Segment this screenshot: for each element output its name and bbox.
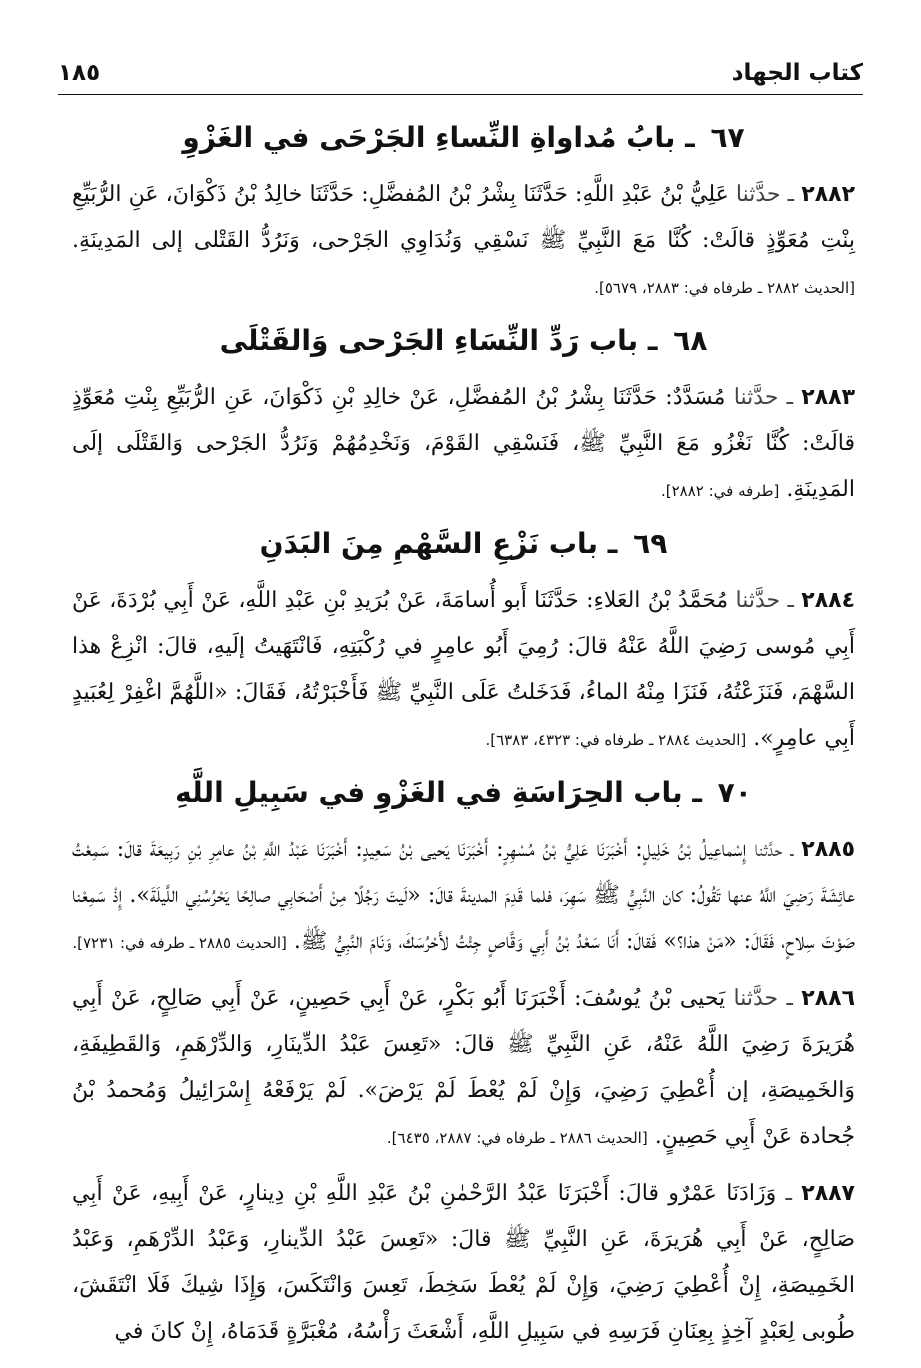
hadith-number: ٢٨٨٥	[801, 837, 855, 862]
hadith-number: ٢٨٨٦	[801, 986, 856, 1011]
chapter-heading	[72, 118, 855, 158]
hadith-prefix: ـ حدَّثنا	[733, 385, 794, 410]
chapter-heading	[72, 321, 855, 361]
hadith-paragraph	[72, 827, 855, 966]
chapter-title: ـ باب الحِرَاسَةِ في الغَزْوِ في سَبِيلِ اللَّهِ	[175, 776, 702, 809]
chapter-title: ـ بابُ مُداواةِ النِّساءِ الجَرْحَى في الغَزْوِ	[182, 121, 695, 154]
chapter-title: ـ باب نَزْعِ السَّهْمِ مِنَ البَدَنِ	[259, 527, 618, 560]
hadith-prefix: ـ	[785, 1181, 792, 1206]
chapter-number: ٧٠	[717, 776, 752, 809]
chapter-heading	[72, 773, 855, 813]
hadith-reference: [الحديث ٢٨٨٤ ـ طرفاه في: ٤٣٢٣، ٦٣٨٣].	[485, 731, 747, 749]
chapter-number: ٦٧	[710, 121, 745, 154]
hadith-paragraph	[72, 375, 855, 514]
hadith-prefix: ـ حدَّثنا	[735, 182, 795, 207]
hadith-paragraph	[72, 172, 855, 311]
hadith-reference: [الحديث ٢٨٨٢ ـ طرفاه في: ٢٨٨٣، ٥٦٧٩].	[594, 279, 855, 297]
hadith-text: مُحَمَّدُ بْنُ العَلاءِ: حَدَّثَنَا أَبو أُسامَةَ، عَنْ بُرَيدِ بْنِ عَبْدِ اللَّهِ، عَنْ أَبِي بُرْدَةَ، عَنْ أَبِي مُوسى رَضِيَ اللَّهُ عَنْهُ قالَ: رُمِيَ أَبُو عامِرٍ في رُكْبَتِهِ، فَانْتَهَيتُ إلَيهِ، قالَ: انْزِعْ هذا السَّهْمَ، فَنَزَعْتُهُ، فَنَزَا مِنْهُ الماءُ، فَدَخَلتُ عَلَى النَّبِيِّ ﷺ فَأَخْبَرْتُهُ، فَقَالَ: «اللَّهُمَّ اغْفِرْ لِعُبَيدٍ أَبِي عامِرٍ».	[72, 588, 855, 751]
hadith-text: مُسَدَّدٌ: حَدَّثَنَا بِشْرُ بْنُ المُفضَّلِ، عَنْ خالِدِ بْنِ ذَكْوَانَ، عَنِ الرُّبَيِّعِ بِنْتِ مُعَوِّذٍ قالَتْ: كُنَّا نَغْزُو مَعَ النَّبِيِّ ﷺ، فَنَسْقِي القَوْمَ، وَنَخْدِمُهُمْ وَنَرُدُّ الجَرْحى وَالقَتْلَى إلَى المَدِينَةِ.	[72, 385, 855, 502]
page-header	[58, 48, 863, 95]
hadith-prefix: ـ حدَّثنا	[733, 986, 793, 1011]
page-content	[72, 108, 855, 1366]
hadith-number: ٢٨٨٧	[801, 1181, 855, 1206]
hadith-prefix: ـ حدَّثنا	[735, 588, 794, 613]
hadith-text: وَزَادَنَا عَمْرٌو قالَ: أَخْبَرَنَا عَبْدُ الرَّحْمٰنِ بْنُ عَبْدِ اللَّهِ بْنِ دِينارٍ، عَنْ أَبِيهِ، عَنْ أَبِي صَالِحٍ، عَنْ أَبِي هُرَيرَةَ، عَنِ النَّبِيِّ ﷺ قالَ: «تَعِسَ عَبْدُ الدِّينارِ، وَعَبْدُ الدِّرْهَمِ، وَعَبْدُ الخَمِيصَةِ، إِنْ أُعْطِيَ رَضِيَ، وَإِنْ لَمْ يُعْطَ سَخِطَ، تَعِسَ وَانْتَكَسَ، وَإِذَا شِيكَ فَلَا انْتَقَشَ، طُوبى لِعَبْدٍ آخِذٍ بِعِنَانِ فَرَسِهِ في سَبِيلِ اللَّهِ، أَشْعَثَ رَأْسُهُ، مُغْبَرَّةٍ قَدَمَاهُ، إِنْ كانَ في	[72, 1181, 855, 1344]
hadith-text: يَحيى بْنُ يُوسُفَ: أَخْبَرَنَا أَبُو بَكْرٍ، عَنْ أَبِي حَصِينٍ، عَنْ أَبِي صَالِحٍ، عَنْ أَبِي هُرَيرَةَ رَضِيَ اللَّهُ عَنْهُ، عَنِ النَّبِيِّ ﷺ قالَ: «تَعِسَ عَبْدُ الدِّينَارِ، وَالدِّرْهَمِ، وَالقَطِيفَةِ، وَالخَمِيصَةِ، إن أُعْطِيَ رَضِيَ، وَإِنْ لَمْ يُعْطَ لَمْ يَرْضَ». لَمْ يَرْفَعْهُ إِسْرَائِيلُ وَمُحمدُ بْنُ جُحادة عَنْ أَبِي حَصِينٍ.	[72, 986, 855, 1149]
hadith-number: ٢٨٨٢	[801, 182, 855, 207]
chapter-number: ٦٨	[673, 324, 708, 357]
hadith-reference: [طرفه في: ٢٨٨٢].	[660, 482, 780, 500]
chapter-heading	[72, 524, 855, 564]
hadith-reference: [الحديث ٢٨٨٥ ـ طرفه في: ٧٢٣١].	[72, 934, 287, 952]
hadith-paragraph	[72, 578, 855, 763]
hadith-number: ٢٨٨٣	[801, 385, 856, 410]
book-title: كتاب الجهاد	[731, 60, 863, 86]
hadith-paragraph	[72, 1171, 855, 1356]
chapter-title: ـ باب رَدِّ النِّسَاءِ الجَرْحى وَالقَتْلَى	[219, 324, 658, 357]
hadith-paragraph	[72, 976, 855, 1161]
hadith-prefix: ـ حدَّثنا	[754, 837, 794, 862]
hadith-text: عَلِيُّ بْنُ عَبْدِ اللَّهِ: حَدَّثَنَا بِشْرُ بْنُ المُفضَّلِ: حَدَّثَنَا خالِدُ بْنُ ذَكْوَانَ، عَنِ الرُّبَيِّعِ بِنْتِ مُعَوِّذٍ قالَتْ: كُنَّا مَعَ النَّبِيِّ ﷺ نَسْقِي وَنُدَاوِي الجَرْحى، وَنَرُدُّ القَتْلى إلى المَدِينَةِ.	[72, 182, 855, 253]
page-number: ١٨٥	[58, 60, 101, 86]
hadith-reference: [الحديث ٢٨٨٦ ـ طرفاه في: ٢٨٨٧، ٦٤٣٥].	[386, 1129, 648, 1147]
hadith-number: ٢٨٨٤	[801, 588, 855, 613]
hadith-text: إِسْماعِيلُ بْنُ خَلِيلٍ: أَخْبَرَنَا عَلِيُّ بْنُ مُسْهِرٍ: أَخْبَرَنَا يَحيى بْنُ سَعِيدٍ: أَخْبَرَنَا عَبْدُ اللَّهِ بْنُ عامِرِ بْنِ رَبِيعَةَ قالَ: سَمِعْتُ عائِشَةَ رَضِيَ اللَّهُ عنها تَقُولُ: كان النَّبِيُّ ﷺ سَهِرَ، فلما قَدِمَ المدينةَ قالَ: «لَيتَ رَجُلًا مِنْ أَصْحَابِي صالِحًا يَحْرُسُنِي اللَّيلَةَ». إِذْ سَمِعْنا صَوْتَ سِلاحٍ، فَقَالَ: «مَنْ هذا؟» فَقالَ: أَنَا سَعْدُ بْنُ أَبِي وَقَّاصٍ جِئْتُ لأَحْرُسَكَ، وَنَامَ النَّبِيُّ ﷺ.	[72, 837, 855, 954]
chapter-number: ٦٩	[633, 527, 668, 560]
